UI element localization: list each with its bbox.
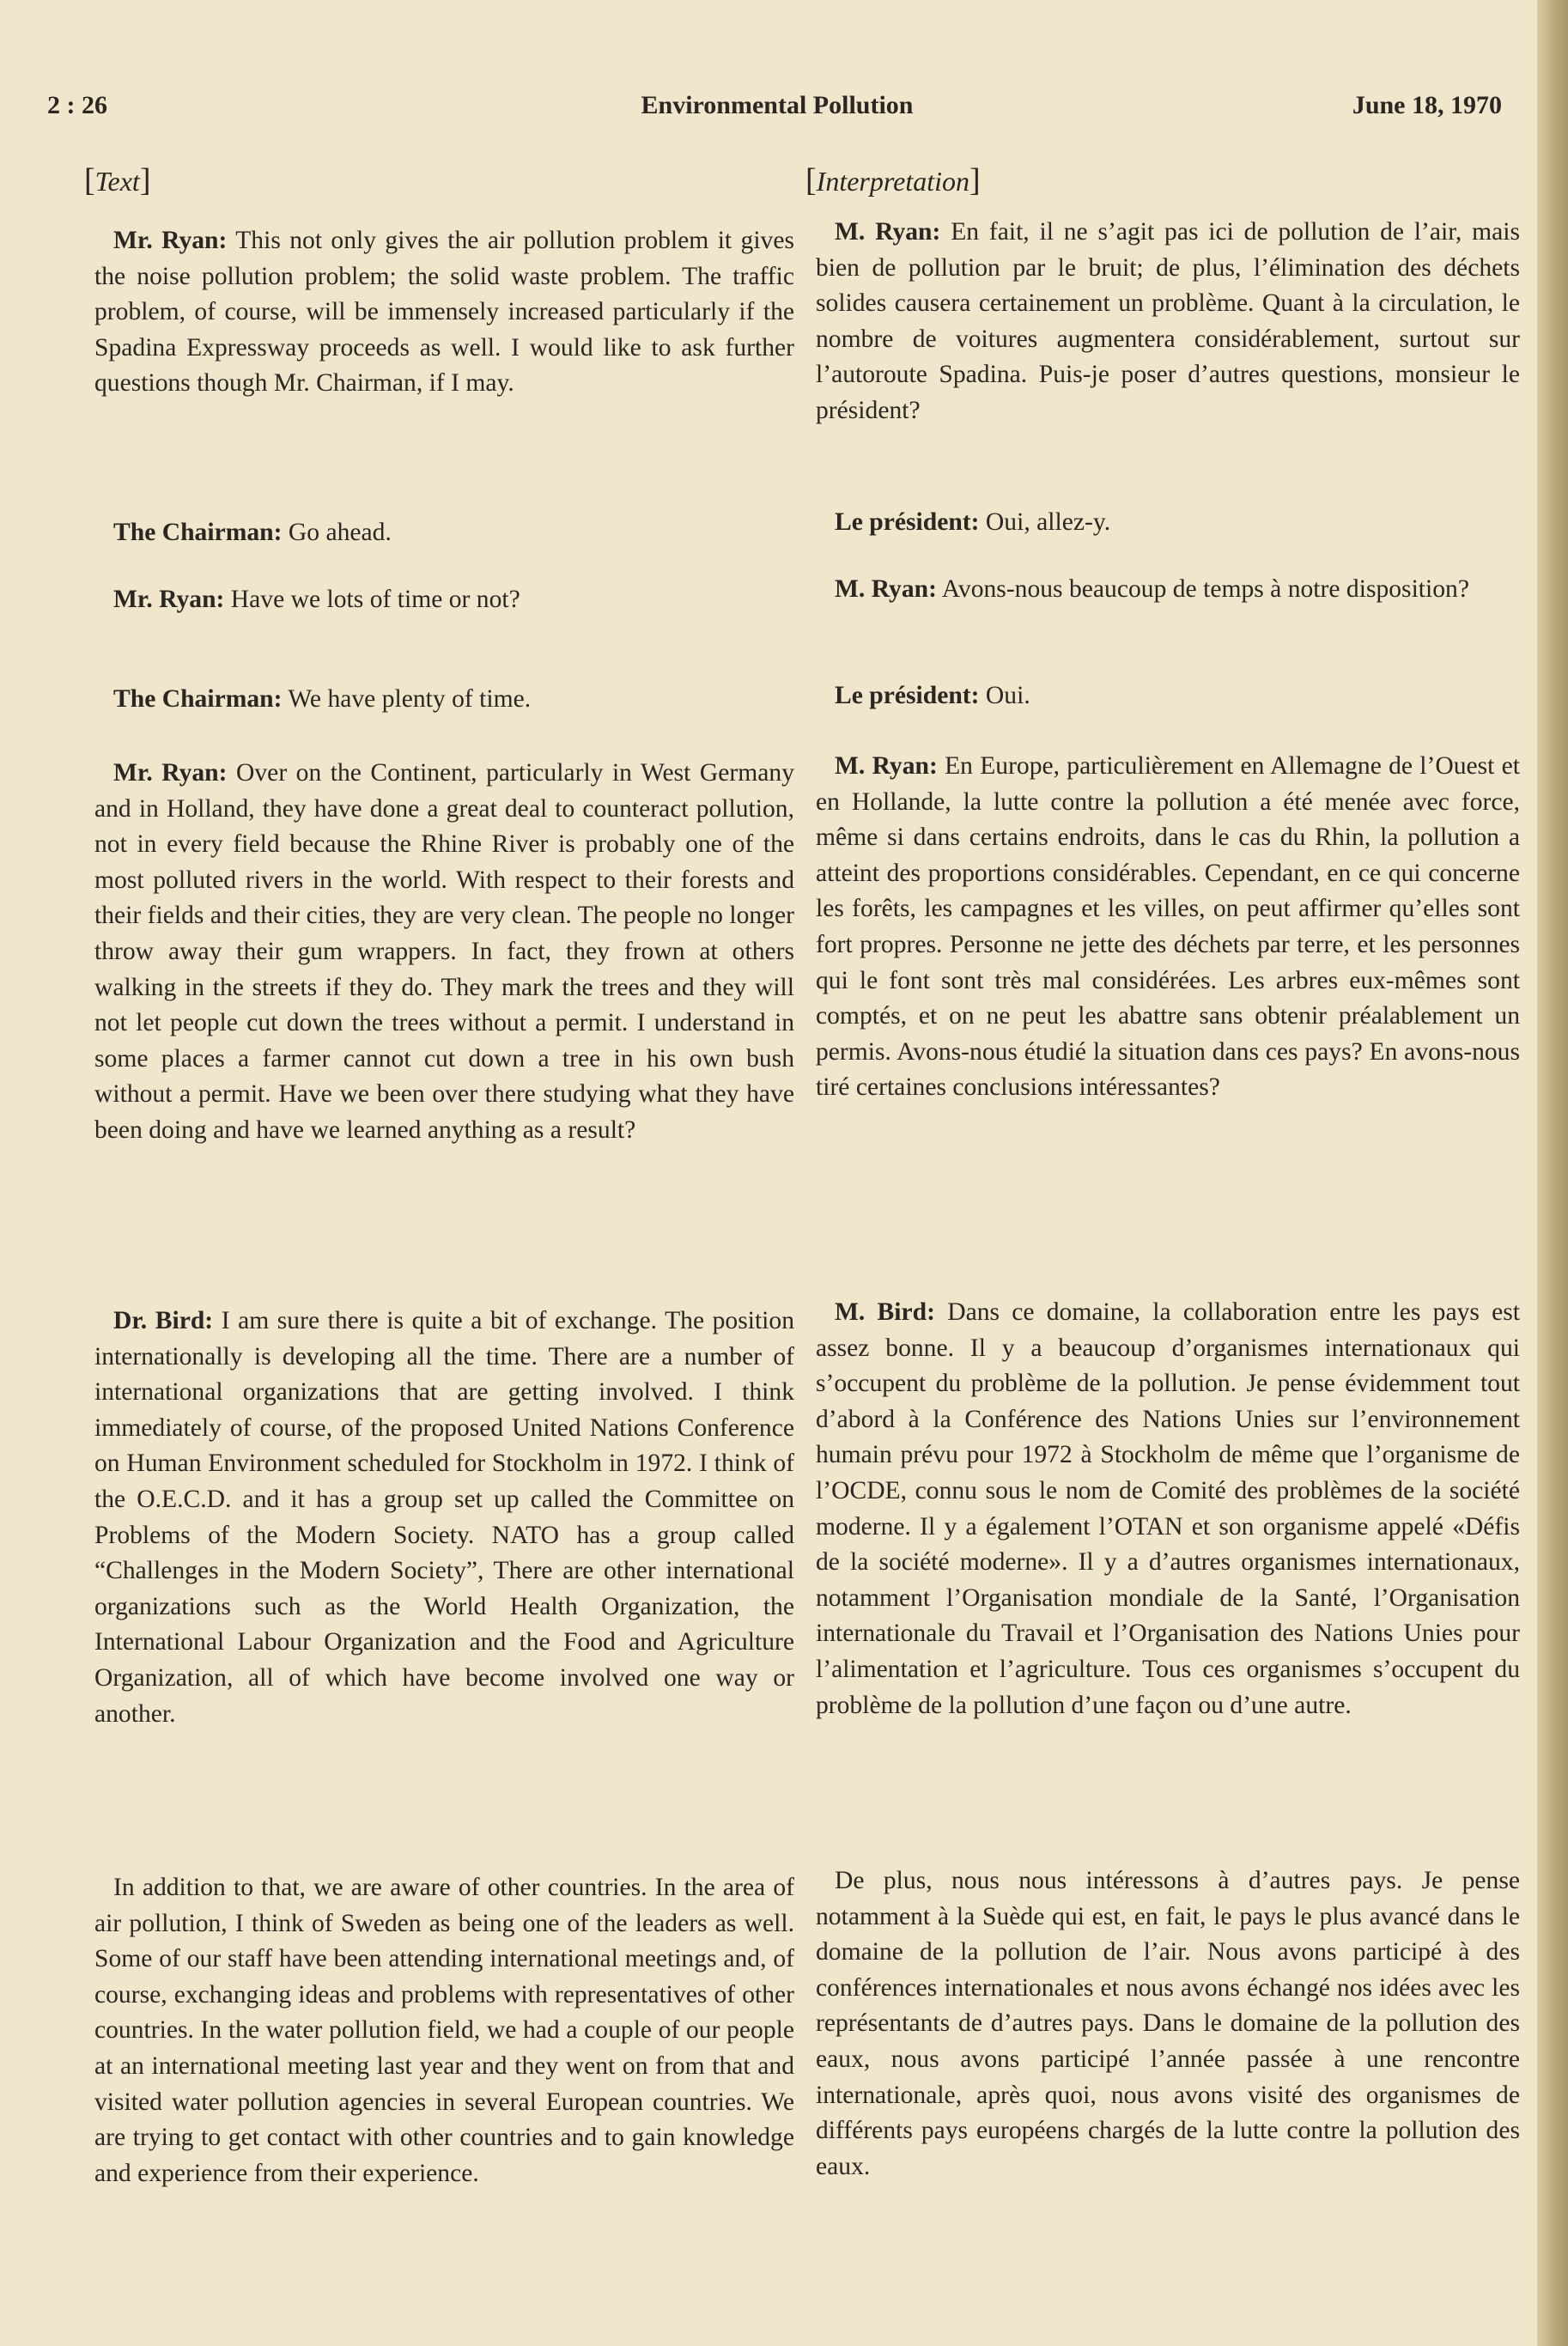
interpretation-column — [805, 162, 1521, 2180]
page-header — [47, 91, 1507, 134]
speaker-name: M. Ryan: — [835, 218, 941, 246]
text-column — [84, 162, 795, 2187]
speaker-name: M. Ryan: — [835, 575, 937, 603]
speaker-name: Mr. Ryan: — [113, 586, 225, 613]
speaker-name: M. Bird: — [835, 1298, 935, 1326]
speaker-name: Le président: — [835, 682, 980, 709]
page-edge — [1537, 0, 1568, 2346]
column-label-text: [Text] — [84, 162, 151, 198]
paragraph — [94, 682, 794, 718]
paragraph-text: En fait, il ne s’agit pas ici de pollution de l’air, mais bien de pollution par le bruit; de plus, l’élimination des déchets solides causera certainement un problème. Quant à la circulation, le nombre de voitures augmentera considérablement, surtout sur l’autoroute Spadina. Puis-je poser d’autres questions, monsieur le président? — [816, 218, 1521, 424]
paragraph — [94, 756, 794, 1149]
column-label-interpretation: [Interpretation] — [805, 162, 981, 198]
paragraph — [816, 572, 1520, 608]
paragraph-text: I am sure there is quite a bit of exchange. The position internationally is developing all the time. There are a number of international organizations that are getting involved. I think immediately of course, of the proposed United Nations Conference on Human Environment scheduled for Stockholm in 1972. I think of the O.E.C.D. and it has a group set up called the Committee on Problems of the Modern Society. NATO has a group called “Challenges in the Modern Society”, There are other international organizations such as the World Health Organization, the International Labour Organization and the Food and Agriculture Organization, all of which have become involved one way or another. — [94, 1307, 794, 1728]
paragraph-text: In addition to that, we are aware of other countries. In the area of air pollution, I think of Sweden as being one of the leaders as well. Some of our staff have been attending international meetings and, of course, exchanging ideas and problems with representatives of other countries. In the water pollution field, we had a couple of our people at an international meeting last year and they went on from that and visited water pollution agencies in several European countries. We are trying to get contact with other countries and to gain knowledge and experience from their experience. — [94, 1874, 794, 2187]
paragraph-text: We have plenty of time. — [288, 685, 532, 713]
paragraph-text: This not only gives the air pollution problem it gives the noise pollution problem; the solid waste problem. The traffic problem, of course, will be immensely increased particularly if the Spadina Expressway proceeds as well. I would like to ask further questions though Mr. Chairman, if I may. — [94, 227, 794, 398]
paragraph-text: Avons-nous beaucoup de temps à notre disposition? — [941, 575, 1469, 603]
paragraph-text: Oui. — [985, 682, 1030, 709]
speaker-name: Le président: — [835, 508, 980, 536]
paragraph-text: Over on the Continent, particularly in West Germany and in Holland, they have done a great deal to counteract pollution, not in every field because the Rhine River is probably one of the most polluted rivers in the world. With respect to their forests and their fields and their cities, they are very clean. The people no longer throw away their gum wrappers. In fact, they frown at others walking in the streets if they do. They mark the trees and they will not let people cut down the trees without a permit. I understand in some places a farmer cannot cut down a tree in his own bush without a permit. Have we been over there studying what they have been doing and have we learned anything as a result? — [94, 759, 795, 1144]
paragraph-text: Dans ce domaine, la collaboration entre les pays est assez bonne. Il y a beaucoup d’organismes internationaux qui s’occupent du problème de la pollution. Je pense évidemment tout d’abord à la Conférence des Nations Unies sur l’environnement humain prévu pour 1972 à Stockholm de même que l’organisme de l’OCDE, connu sous le nom de Comité des problèmes de la société moderne. Il y a également l’OTAN et son organisme appelé «Défis de la société moderne». Il y a d’autres organismes internationaux, notamment l’Organisation mondiale de la Santé, l’Organisation internationale du Travail et l’Organisation des Nations Unies pour l’alimentation et l’agriculture. Tous ces organismes s’occupent du problème de la pollution d’une façon ou d’une autre. — [816, 1298, 1520, 1719]
paragraph-text: En Europe, particulièrement en Allemagne de l’Ouest et en Hollande, la lutte contre la pollution a été menée avec force, même si dans certains endroits, dans le cas du Rhin, la pollution a atteint des proportions considérables. Cependant, en ce qui concerne les forêts, les campagnes et les villes, on peut affirmer qu’elles sont fort propres. Personne ne jette des déchets par terre, et les personnes qui le font sont très mal considérées. Les arbres eux-mêmes sont comptés, et on ne peut les abattre sans obtenir préalablement un permis. Avons-nous étudié la situation dans ces pays? En avons-nous tiré certaines conclusions intéressantes? — [816, 752, 1520, 1102]
paragraph-text: Oui, allez-y. — [985, 508, 1111, 536]
paragraph-text: De plus, nous nous intéressons à d’autres pays. Je pense notamment à la Suède qui est, en fait, le pays le plus avancé dans le domaine de la pollution de l’air. Nous avons participé à des conférences internationales et nous avons échangé nos idées avec les représentants de d’autres pays. Dans le domaine de la pollution des eaux, nous avons participé l’année passée à une rencontre internationale, après quoi, nous avons visité des organismes de différents pays européens chargés de la lutte contre la pollution des eaux. — [816, 1867, 1520, 2180]
speaker-name: M. Ryan: — [835, 752, 938, 780]
paragraph — [94, 1870, 794, 2191]
paragraph — [816, 1295, 1520, 1723]
paragraph — [816, 215, 1520, 429]
page-number: 2 : 26 — [47, 91, 107, 119]
paragraph — [94, 1304, 794, 1732]
paragraph-text: Have we lots of time or not? — [230, 586, 520, 613]
speaker-name: Mr. Ryan: — [113, 227, 228, 254]
paragraph — [816, 678, 1520, 714]
paragraph — [816, 505, 1520, 541]
paragraph — [94, 223, 794, 402]
paragraph — [94, 582, 794, 618]
speaker-name: Dr. Bird: — [113, 1307, 214, 1334]
speaker-name: The Chairman: — [113, 685, 283, 713]
paragraph-text: Go ahead. — [288, 519, 392, 546]
speaker-name: Mr. Ryan: — [113, 759, 228, 787]
paragraph — [816, 749, 1520, 1106]
paragraph — [816, 1863, 1520, 2185]
document-date: June 18, 1970 — [1352, 91, 1502, 119]
document-title: Environmental Pollution — [641, 91, 914, 119]
paragraph — [94, 515, 794, 551]
speaker-name: The Chairman: — [113, 519, 283, 546]
